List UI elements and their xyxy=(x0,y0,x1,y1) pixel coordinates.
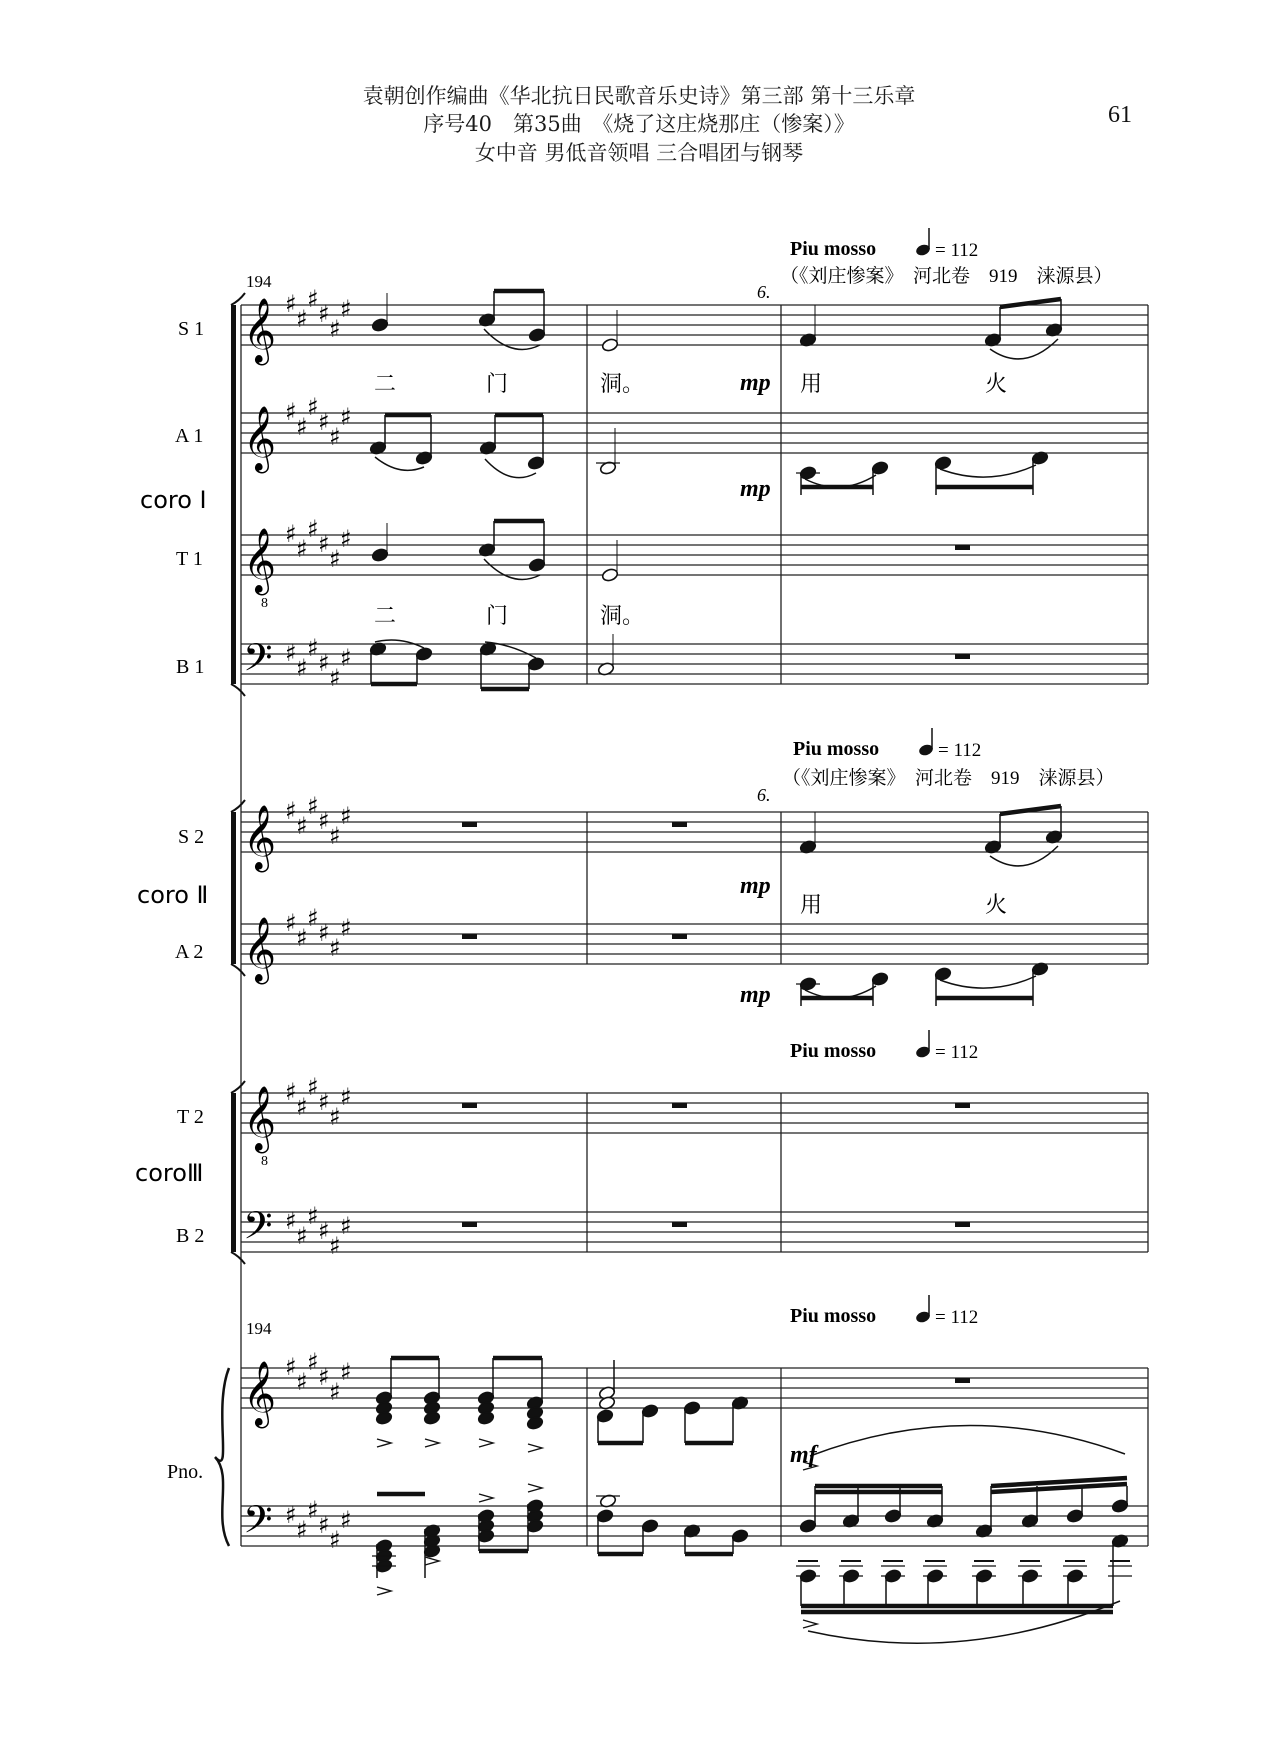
treble-clef-icon: 𝄞 xyxy=(243,406,277,471)
lyric: 火 xyxy=(985,893,1008,918)
sharp-icon: ♯ xyxy=(285,909,297,937)
note-head xyxy=(415,647,433,662)
sharp-icon: ♯ xyxy=(307,634,319,662)
lyric: 用 xyxy=(800,372,823,397)
sharp-icon: ♯ xyxy=(307,285,319,313)
staff-label-s2: S 2 xyxy=(178,826,205,848)
whole-rest-icon xyxy=(462,934,477,939)
treble-clef-icon: 𝄞 xyxy=(243,1361,277,1426)
note-head xyxy=(641,1404,659,1419)
whole-rest-icon xyxy=(955,545,970,550)
tempo-text: Piu mosso xyxy=(790,1305,877,1327)
sharp-icon: ♯ xyxy=(340,1212,352,1240)
lyric: 洞。 xyxy=(600,372,645,397)
sharp-icon: ♯ xyxy=(296,1516,308,1544)
sharp-icon: ♯ xyxy=(307,904,319,932)
sharp-icon: ♯ xyxy=(340,644,352,672)
sharp-icon: ♯ xyxy=(318,408,330,436)
accent-icon xyxy=(377,1587,391,1595)
slur xyxy=(990,846,1058,866)
sharp-icon: ♯ xyxy=(318,919,330,947)
note-head xyxy=(1111,1499,1129,1514)
sharp-icon: ♯ xyxy=(307,393,319,421)
note-head xyxy=(596,1509,614,1524)
slur xyxy=(810,1425,1125,1456)
sharp-icon: ♯ xyxy=(329,664,341,692)
sharp-icon: ♯ xyxy=(296,1222,308,1250)
sharp-icon: ♯ xyxy=(285,1353,297,1381)
whole-rest-icon xyxy=(955,654,970,659)
sharp-icon: ♯ xyxy=(329,1526,341,1554)
staff-label-a1: A 1 xyxy=(175,425,204,447)
dynamic-mp: mp xyxy=(740,873,771,899)
staff-label-s1: S 1 xyxy=(178,318,205,340)
whole-rest-icon xyxy=(672,934,687,939)
sharp-icon: ♯ xyxy=(340,1083,352,1111)
note-head xyxy=(731,1529,749,1544)
accent-icon xyxy=(803,1620,817,1628)
sharp-icon: ♯ xyxy=(296,654,308,682)
note-head xyxy=(528,328,546,343)
note-head xyxy=(934,456,952,471)
slur xyxy=(990,339,1058,359)
lyric: 二 xyxy=(374,604,397,629)
sharp-icon: ♯ xyxy=(340,914,352,942)
slur xyxy=(940,976,1036,988)
sharp-icon: ♯ xyxy=(340,1506,352,1534)
sharp-icon: ♯ xyxy=(329,315,341,343)
bass-clef-icon: 𝄢 xyxy=(243,1497,273,1551)
lyric: 二 xyxy=(374,372,397,397)
treble-clef-icon: 𝄞 xyxy=(243,298,277,363)
note-head xyxy=(934,967,952,982)
note-head xyxy=(799,1519,817,1534)
sharp-icon: ♯ xyxy=(296,1093,308,1121)
tempo-bpm: = 112 xyxy=(938,740,982,761)
sharp-icon: ♯ xyxy=(329,1232,341,1260)
note-head xyxy=(871,461,889,476)
lyric: 门 xyxy=(486,604,509,629)
header-piece-title: 序号40 第35曲 《烧了这庄烧那庄（惨案）》 xyxy=(423,112,855,136)
note-head xyxy=(601,568,619,583)
sharp-icon: ♯ xyxy=(307,1073,319,1101)
tempo-bpm: = 112 xyxy=(935,1042,979,1063)
sharp-icon: ♯ xyxy=(329,1103,341,1131)
note-head xyxy=(371,318,389,333)
note-head xyxy=(1066,1509,1084,1524)
sharp-icon: ♯ xyxy=(307,1348,319,1376)
accent-icon xyxy=(425,1439,439,1447)
beam xyxy=(1000,806,1061,814)
note-head xyxy=(596,1409,614,1424)
sharp-icon: ♯ xyxy=(340,1358,352,1386)
staff-label-t1: T 1 xyxy=(176,548,203,570)
treble-clef-icon: 𝄞 xyxy=(243,805,277,870)
sharp-icon: ♯ xyxy=(318,1088,330,1116)
whole-rest-icon xyxy=(672,1103,687,1108)
slur xyxy=(485,459,536,478)
whole-rest-icon xyxy=(462,1103,477,1108)
accent-icon xyxy=(479,1494,493,1502)
slur xyxy=(940,465,1036,477)
sharp-icon: ♯ xyxy=(285,1501,297,1529)
group-label-coro3: coroⅢ xyxy=(135,1159,204,1187)
accent-icon xyxy=(528,1444,542,1452)
note-head xyxy=(601,338,619,353)
sharp-icon: ♯ xyxy=(285,398,297,426)
note-head xyxy=(371,548,389,563)
sharp-icon: ♯ xyxy=(340,525,352,553)
tuplet-marking: 6. xyxy=(757,785,771,805)
lyric: 火 xyxy=(985,372,1008,397)
accent-icon xyxy=(425,1557,439,1565)
whole-rest-icon xyxy=(955,1378,970,1383)
tempo-text: Piu mosso xyxy=(793,738,880,760)
sharp-icon: ♯ xyxy=(340,802,352,830)
sharp-icon: ♯ xyxy=(285,1078,297,1106)
staff-label-b1: B 1 xyxy=(176,656,205,678)
sharp-icon: ♯ xyxy=(318,807,330,835)
sharp-icon: ♯ xyxy=(340,295,352,323)
note-head xyxy=(683,1401,701,1416)
staff-label-t2: T 2 xyxy=(177,1106,204,1128)
note-head xyxy=(641,1519,659,1534)
sharp-icon: ♯ xyxy=(296,413,308,441)
source-note: （《刘庄惨案》 河北卷 919 涞源县） xyxy=(780,266,1113,287)
note-head xyxy=(884,1509,902,1524)
whole-rest-icon xyxy=(462,822,477,827)
staff-label-a2: A 2 xyxy=(175,941,204,963)
octave-mark: 8 xyxy=(261,596,268,611)
whole-rest-icon xyxy=(955,1103,970,1108)
staff-label-pno: Pno. xyxy=(167,1461,204,1483)
lyric: 用 xyxy=(800,893,823,918)
group-bracket xyxy=(231,812,236,964)
sharp-icon: ♯ xyxy=(329,934,341,962)
sharp-icon: ♯ xyxy=(285,290,297,318)
accent-icon xyxy=(377,1439,391,1447)
measure-number: 194 xyxy=(246,272,272,291)
accent-icon xyxy=(479,1439,493,1447)
treble-clef-icon: 𝄞 xyxy=(243,528,277,593)
lyric: 门 xyxy=(486,372,509,397)
sharp-icon: ♯ xyxy=(329,1378,341,1406)
header-title: 袁朝创作编曲《华北抗日民歌音乐史诗》第三部 第十三乐章 xyxy=(362,84,916,108)
sharp-icon: ♯ xyxy=(318,1217,330,1245)
sharp-icon: ♯ xyxy=(307,1202,319,1230)
staff-lines xyxy=(215,285,1148,1554)
sharp-icon: ♯ xyxy=(329,822,341,850)
dynamic-mf: mf xyxy=(790,1442,817,1468)
sharp-icon: ♯ xyxy=(307,792,319,820)
piano-brace-icon xyxy=(215,1368,229,1546)
sharp-icon: ♯ xyxy=(285,797,297,825)
dynamic-mp: mp xyxy=(740,476,771,502)
bass-clef-icon: 𝄢 xyxy=(243,1203,273,1257)
sharp-icon: ♯ xyxy=(285,1207,297,1235)
bass-clef-icon: 𝄢 xyxy=(243,635,273,689)
whole-rest-icon xyxy=(462,1222,477,1227)
group-bracket xyxy=(231,305,236,684)
tempo-marking-coro2 xyxy=(793,728,981,761)
sharp-icon: ♯ xyxy=(296,305,308,333)
staff-label-b2: B 2 xyxy=(176,1225,205,1247)
group-label-coro2: coro Ⅱ xyxy=(137,881,209,909)
note-head xyxy=(871,972,889,987)
octave-mark: 8 xyxy=(261,1154,268,1169)
sharp-icon: ♯ xyxy=(318,300,330,328)
sharp-icon: ♯ xyxy=(296,535,308,563)
treble-clef-icon: 𝄞 xyxy=(243,1086,277,1151)
sharp-icon: ♯ xyxy=(285,639,297,667)
tempo-text: Piu mosso xyxy=(790,1040,877,1062)
sharp-icon: ♯ xyxy=(340,403,352,431)
tuplet-marking: 6. xyxy=(757,282,771,302)
sharp-icon: ♯ xyxy=(307,515,319,543)
accent-icon xyxy=(528,1484,542,1492)
note-head xyxy=(527,456,545,471)
sharp-icon: ♯ xyxy=(318,649,330,677)
group-bracket xyxy=(231,1093,236,1252)
tempo-bpm: = 112 xyxy=(935,240,979,261)
treble-clef-icon: 𝄞 xyxy=(243,917,277,982)
note-head xyxy=(527,657,545,672)
tempo-marking-top xyxy=(790,228,978,261)
sharp-icon: ♯ xyxy=(285,520,297,548)
sharp-icon: ♯ xyxy=(318,1363,330,1391)
tempo-marking-coro3 xyxy=(790,1030,978,1063)
measure-number: 194 xyxy=(246,1319,272,1338)
whole-rest-icon xyxy=(955,1222,970,1227)
sharp-icon: ♯ xyxy=(318,1511,330,1539)
sharp-icon: ♯ xyxy=(296,1368,308,1396)
sharp-icon: ♯ xyxy=(318,530,330,558)
sharp-icon: ♯ xyxy=(329,423,341,451)
sharp-icon: ♯ xyxy=(296,812,308,840)
header-instrumentation: 女中音 男低音领唱 三合唱团与钢琴 xyxy=(474,141,804,165)
whole-rest-icon xyxy=(672,822,687,827)
lyric: 洞。 xyxy=(600,604,645,629)
note-head xyxy=(528,558,546,573)
group-label-coro1: coro Ⅰ xyxy=(140,486,207,514)
dynamic-mp: mp xyxy=(740,370,771,396)
source-note: （《刘庄惨案》 河北卷 919 涞源县） xyxy=(782,768,1115,789)
sharp-icon: ♯ xyxy=(329,545,341,573)
dynamic-mp: mp xyxy=(740,982,771,1008)
beam xyxy=(1000,299,1061,307)
tempo-text: Piu mosso xyxy=(790,238,877,260)
tempo-marking-piano xyxy=(790,1295,978,1328)
sharp-icon: ♯ xyxy=(307,1496,319,1524)
sharp-icon: ♯ xyxy=(296,924,308,952)
whole-rest-icon xyxy=(672,1222,687,1227)
page-number: 61 xyxy=(1108,102,1132,128)
tempo-bpm: = 112 xyxy=(935,1307,979,1328)
